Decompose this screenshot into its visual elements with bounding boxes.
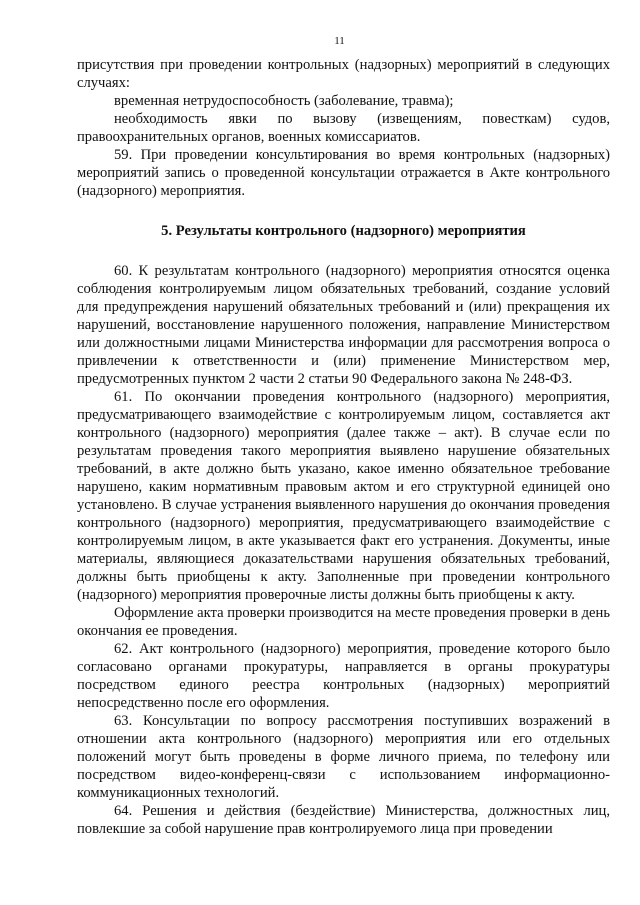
section-heading: 5. Результаты контрольного (надзорного) мероприятия <box>161 223 526 239</box>
list-item-temporary-disability: временная нетрудоспособность (заболевание, травма); <box>114 93 454 109</box>
paragraph-59: 59. При проведении консультирования во время контрольных (надзорных) мероприятий запись о проведенной консультации отражается в Акте контрольного (надзорного) мероприятия. <box>77 147 610 199</box>
document-page <box>77 34 610 838</box>
paragraph-60: 60. К результатам контрольного (надзорного) мероприятия относятся оценка соблюдения контролируемым лицом обязательных требований, создание условий для предупреждения нарушений обязательных требований и (или) прекращения их нарушений, восстановление нарушенного положения, направление Министерством или должностными лицами Министерства информации для рассмотрения вопроса о привлечении к ответственности и (или) применение Министерством мер, предусмотренных пунктом 2 части 2 статьи 90 Федерального закона № 248-ФЗ. <box>77 263 610 387</box>
paragraph-64: 64. Решения и действия (бездействие) Министерства, должностных лиц, повлекшие за собой нарушение прав контролируемого лица при проведении <box>77 803 610 837</box>
list-item-summons: необходимость явки по вызову (извещениям, повесткам) судов, правоохранительных органов, военных комиссариатов. <box>77 111 610 145</box>
paragraph-61-act-formalization: Оформление акта проверки производится на месте проведения проверки в день окончания ее проведения. <box>77 605 610 639</box>
page-number: 11 <box>334 35 345 47</box>
paragraph-62: 62. Акт контрольного (надзорного) мероприятия, проведение которого было согласовано органами прокуратуры, направляется в органы прокуратуры посредством единого реестра контрольных (надзорных) мероприятий непосредственно после его оформления. <box>77 641 610 711</box>
paragraph-61: 61. По окончании проведения контрольного (надзорного) мероприятия, предусматривающего взаимодействие с контролируемым лицом, составляется акт контрольного (надзорного) мероприятия (далее также – акт). В случае если по результатам проведения такого мероприятия выявлено нарушение обязательных требований, в акте должно быть указано, какое именно обязательное требование нарушено, каким нормативным правовым актом и его структурной единицей оно установлено. В случае устранения выявленного нарушения до окончания проведения контрольного (надзорного) мероприятия, предусматривающего взаимодействие с контролируемым лицом, в акте указывается факт его устранения. Документы, иные материалы, являющиеся доказательствами нарушения обязательных требований, должны быть приобщены к акту. Заполненные при проведении контрольного (надзорного) мероприятия проверочные листы должны быть приобщены к акту. <box>77 389 610 603</box>
paragraph-continuation: присутствия при проведении контрольных (надзорных) мероприятий в следующих случаях: <box>77 57 610 91</box>
paragraph-63: 63. Консультации по вопросу рассмотрения поступивших возражений в отношении акта контрольного (надзорного) мероприятия или его отдельных положений могут быть проведены в форме личного приема, по телефону или посредством видео-конференц-связи с использованием информационно-коммуникационных технологий. <box>77 713 610 801</box>
